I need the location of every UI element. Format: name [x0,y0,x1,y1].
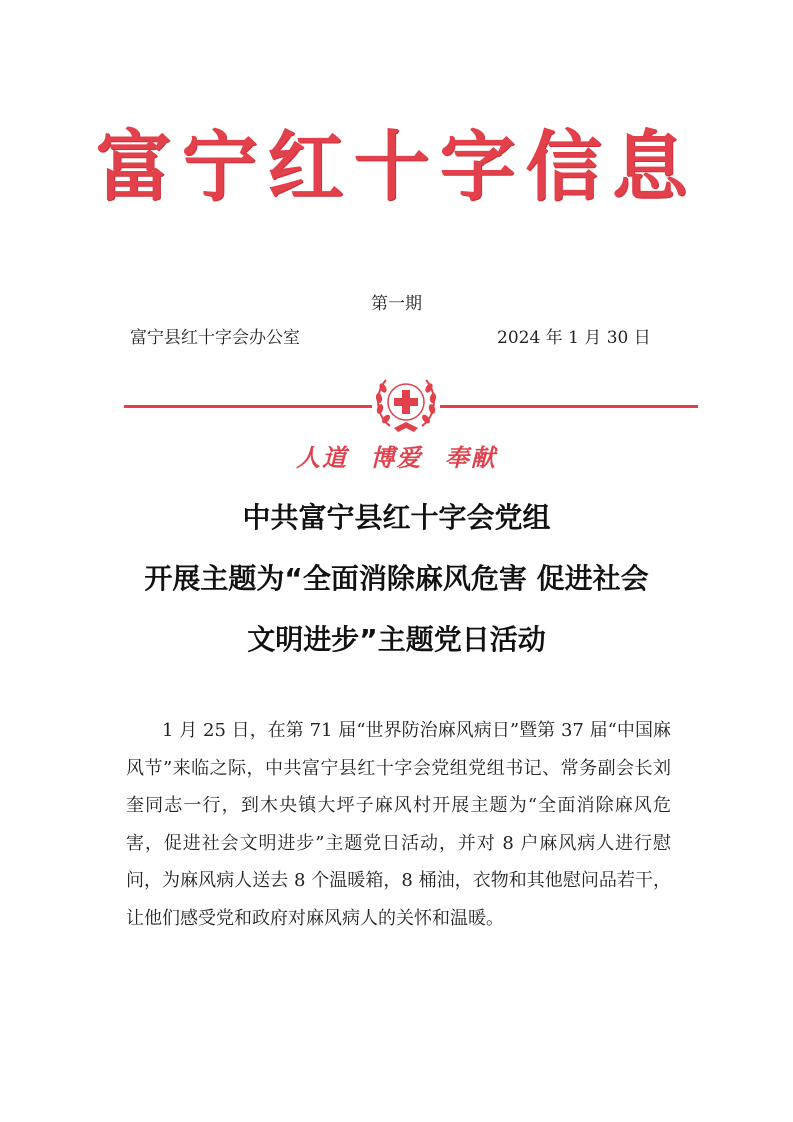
header-rule-right [440,405,698,408]
issuing-office: 富宁县红十字会办公室 [130,328,300,348]
masthead-title: 富宁红十字信息 [95,122,698,211]
headline-line-2: 开展主题为“全面消除麻风危害 促进社会 [144,562,649,595]
issue-number: 第一期 [371,294,422,314]
red-cross-wreath-icon [370,368,442,436]
article-body: 1 月 25 日，在第 71 届“世界防治麻风病日”暨第 37 届“中国麻风节”来临之际，中共富宁县红十字会党组党组书记、常务副会长刘奎同志一行，到木央镇大坪子麻风村开展主题为“全面消除麻风危害，促进社会文明进步”主题党日活动，并对 8 户麻风病人进行慰问，为麻风病人送去 8 个温暖箱，8 桶油，衣物和其他慰问品若干，让他们感受党和政府对麻风病人的关怀和温暖。 [126,720,671,929]
headline-line-1: 中共富宁县红十字会党组 [242,501,551,534]
header-rule-left [124,405,372,408]
issue-date: 2024 年 1 月 30 日 [497,328,651,348]
motto-slogan: 人道 博爱 奉献 [296,443,497,472]
headline-line-3: 文明进步”主题党日活动 [247,623,546,656]
